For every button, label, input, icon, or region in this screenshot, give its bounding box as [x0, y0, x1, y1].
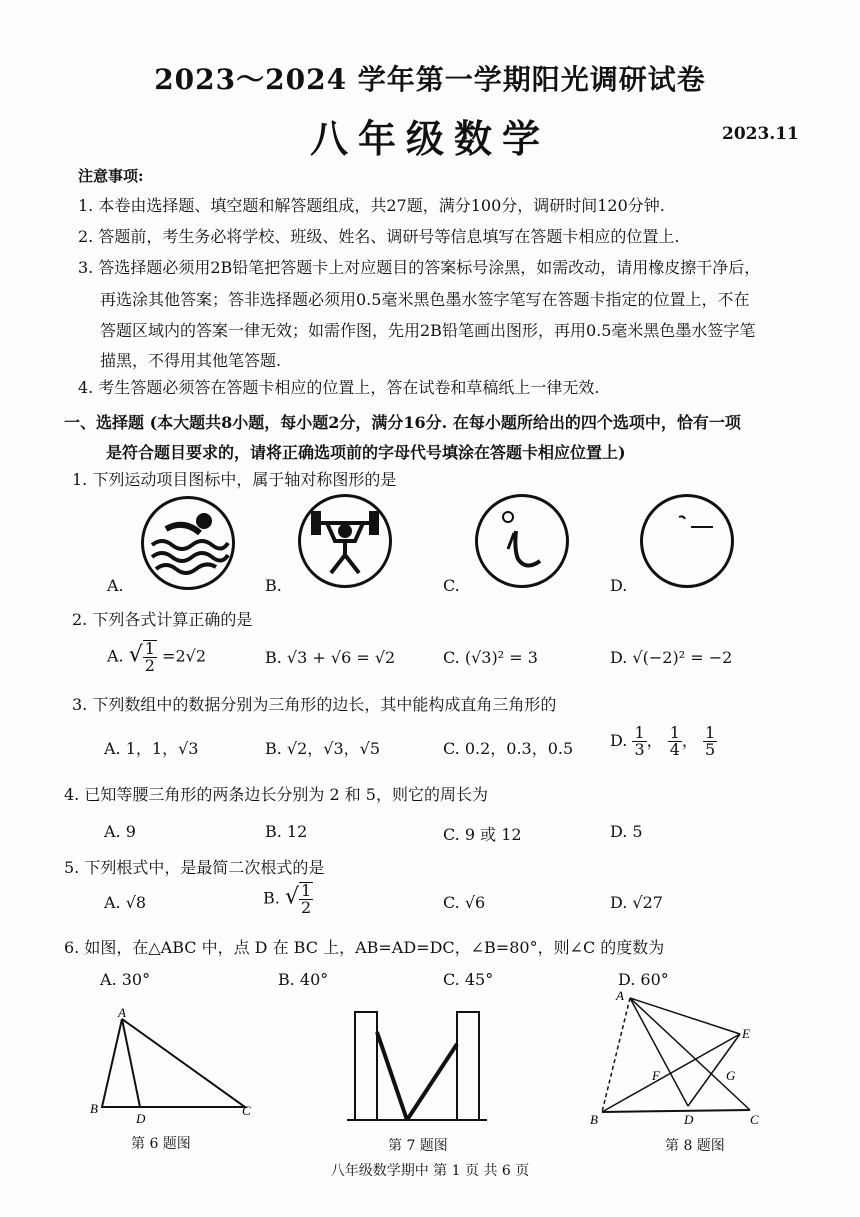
exam-title: 2023～2024 学年第一学期阳光调研试卷	[154, 63, 706, 96]
notice-item: 再选涂其他答案；答非选择题必须用0.5毫米黑色墨水签字笔写在答题卡指定的位置上，不在	[100, 290, 750, 309]
page-footer: 八年级数学期中 第 1 页 共 6 页	[330, 1163, 530, 1179]
q1-label-b: B.	[265, 576, 282, 595]
q3-d-den: 3	[634, 740, 645, 759]
q2-a-rhs: =2√2	[162, 646, 207, 666]
ball-sport-icon	[475, 494, 569, 588]
section-instructions: 是符合题目要求的，请将正确选项前的字母代号填涂在答题卡相应位置上)	[106, 443, 626, 462]
q2-a-denominator: 2	[144, 656, 155, 675]
q3-option-b: B. √2，√3，√5	[265, 739, 381, 758]
fig8-point-b: B	[590, 1112, 598, 1127]
fig6-point-b: B	[90, 1101, 98, 1116]
figure-6-caption: 第 6 题图	[131, 1136, 191, 1152]
fig8-point-e: E	[742, 1026, 750, 1041]
section-heading: 一、选择题 (本大题共8小题，每小题2分，满分16分. 在每小题所给出的四个选项中，恰有一项	[64, 413, 741, 432]
notice-item: 描黑，不得用其他笔答题.	[100, 351, 282, 370]
q3-option-d: D. $\frac{1}{3}$ ， $\frac{1}{4}$ ， $\frac{1}{5}$	[610, 723, 716, 759]
q2-a-numerator: 1	[144, 639, 155, 658]
q6-option-b: B. 40°	[278, 970, 329, 989]
q3-d-num: 1	[634, 723, 645, 742]
notice-item: 1. 本卷由选择题、填空题和解答题组成，共27题，满分100分，调研时间120分钟.	[78, 196, 665, 215]
q3-d-label: D.	[610, 731, 628, 750]
q1-label-d: D.	[610, 576, 628, 595]
fig8-point-d: D	[684, 1112, 694, 1127]
q5-option-c: C. √6	[443, 893, 486, 912]
q5-option-b: B. √ $\frac{1}{2}$	[263, 881, 312, 917]
notice-item: 4. 考生答题必须答在答题卡相应的位置上，答在试卷和草稿纸上一律无效.	[78, 378, 600, 397]
swimming-icon	[141, 496, 235, 590]
q5-option-d: D. √27	[610, 893, 663, 912]
q6-option-d: D. 60°	[618, 970, 669, 989]
question-5-stem: 5. 下列根式中，是最简二次根式的是	[64, 858, 325, 877]
figure-7-ladder	[355, 1010, 490, 1125]
notice-heading: 注意事项:	[78, 167, 144, 185]
q5-b-label: B.	[263, 888, 280, 908]
q3-option-c: C. 0.2，0.3，0.5	[443, 739, 574, 758]
q2-a-label: A.	[107, 646, 124, 666]
question-3-stem: 3. 下列数组中的数据分别为三角形的边长，其中能构成直角三角形的	[72, 695, 557, 714]
q2-option-d: D. √(−2)² = −2	[610, 648, 733, 667]
q2-option-b: B. √3 + √6 = √2	[265, 648, 396, 667]
q3-d-den: 5	[705, 740, 716, 759]
q5-b-den: 2	[300, 898, 312, 917]
fig8-point-c: C	[750, 1112, 759, 1127]
fig6-point-c: C	[242, 1103, 251, 1118]
q3-d-den: 4	[669, 740, 680, 759]
fig6-point-d: D	[136, 1111, 146, 1126]
question-6-stem: 6. 如图，在△ABC 中，点 D 在 BC 上，AB=AD=DC，∠B=80°，则∠C 的度数为	[64, 938, 665, 957]
q6-option-c: C. 45°	[443, 970, 494, 989]
q2-option-c: C. (√3)² = 3	[443, 648, 538, 667]
figure-7-caption: 第 7 题图	[388, 1138, 448, 1154]
notice-item: 答题区域内的答案一律无效；如需作图，先用2B铅笔画出图形，再用0.5毫米黑色墨水签字笔	[100, 321, 756, 340]
blank-sport-icon	[640, 494, 734, 588]
q5-option-a: A. √8	[104, 893, 147, 912]
fig6-point-a: A	[118, 1005, 126, 1020]
fig8-point-f: F	[652, 1068, 660, 1083]
figure-8-geometry	[590, 990, 765, 1130]
figure-6-triangle	[90, 1005, 260, 1125]
exam-date: 2023.11	[722, 124, 799, 144]
q4-option-a: A. 9	[104, 822, 136, 841]
q3-option-a: A. 1，1，√3	[104, 739, 199, 758]
q4-option-d: D. 5	[610, 822, 643, 841]
q1-label-c: C.	[443, 576, 460, 595]
q3-d-num: 1	[669, 723, 680, 742]
q5-b-num: 1	[300, 881, 312, 900]
figure-8-caption: 第 8 题图	[665, 1138, 725, 1154]
weightlifting-icon	[298, 494, 392, 588]
exam-subtitle: 八年级数学	[309, 116, 550, 161]
notice-item: 2. 答题前，考生务必将学校、班级、姓名、调研号等信息填写在答题卡相应的位置上.	[78, 227, 680, 246]
question-2-stem: 2. 下列各式计算正确的是	[72, 610, 253, 629]
fig8-point-g: G	[726, 1068, 736, 1083]
q4-option-b: B. 12	[265, 822, 308, 841]
q1-label-a: A.	[107, 576, 124, 595]
question-1-stem: 1. 下列运动项目图标中，属于轴对称图形的是	[72, 470, 397, 489]
q4-option-c: C. 9 或 12	[443, 825, 522, 844]
q6-option-a: A. 30°	[100, 970, 151, 989]
notice-item: 3. 答选择题必须用2B铅笔把答题卡上对应题目的答案标号涂黑，如需改动，请用橡皮擦干净后，	[78, 258, 761, 277]
fig8-point-a: A	[616, 988, 624, 1003]
q3-d-num: 1	[705, 723, 716, 742]
q2-option-a: A. √ $\frac{1}{2}$ =2√2	[107, 639, 207, 675]
question-4-stem: 4. 已知等腰三角形的两条边长分别为 2 和 5，则它的周长为	[64, 785, 488, 804]
